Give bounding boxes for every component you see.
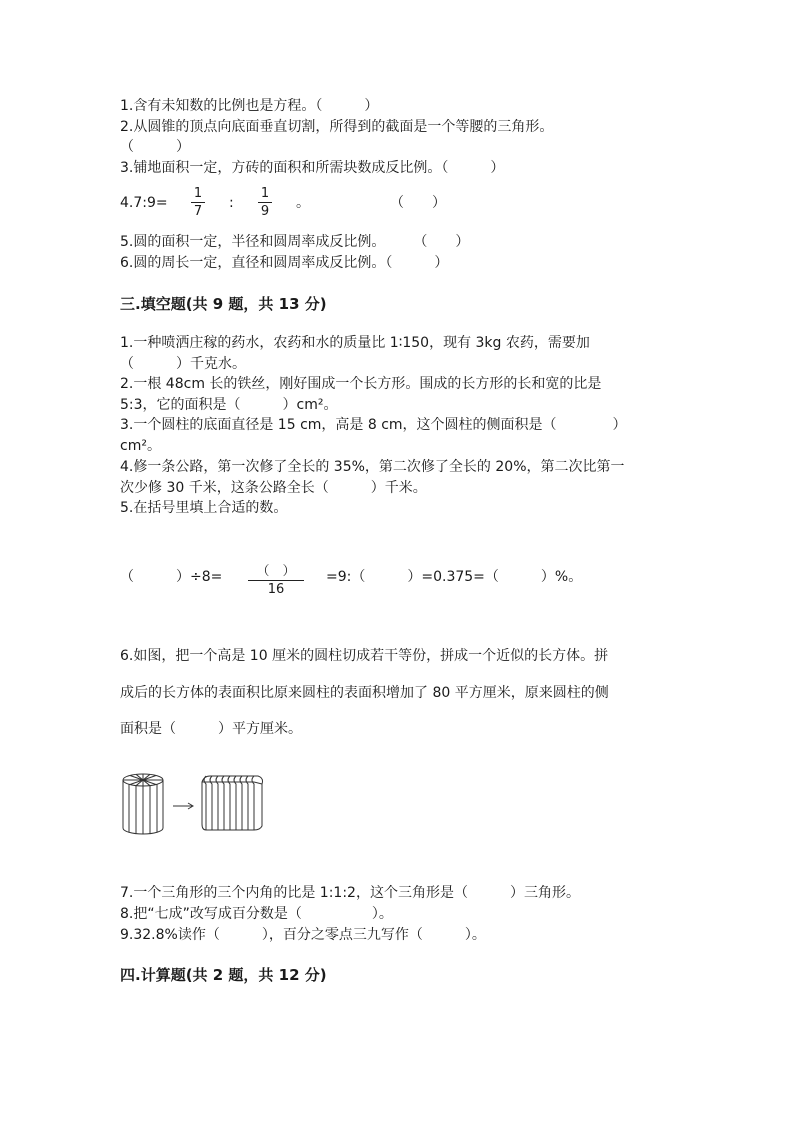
fraction-denominator: 9 xyxy=(260,204,270,219)
judgement-q4-colon: : xyxy=(229,195,234,211)
fill-q6-line2: 成后的长方体的表面积比原来圆柱的表面积增加了 80 平方厘米，原来圆柱的侧 xyxy=(120,685,609,701)
fraction-numerator: 1 xyxy=(260,186,270,201)
judgement-q6: 6.圆的周长一定，直径和圆周率成反比例。（ ） xyxy=(120,255,449,271)
fill-q8: 8.把“七成”改写成百分数是（ ）。 xyxy=(120,906,393,922)
fill-q6-line1: 6.如图，把一个高是 10 厘米的圆柱切成若干等份，拼成一个近似的长方体。拼 xyxy=(120,648,609,664)
fill-q2-line1: 2.一根 48cm 长的铁丝，刚好围成一个长方形。围成的长方形的长和宽的比是 xyxy=(120,376,602,392)
judgement-q4-blank: （ ） xyxy=(390,195,446,211)
fill-q4-line1: 4.修一条公路，第一次修了全长的 35%，第二次修了全长的 20%，第二次比第一 xyxy=(120,459,625,475)
judgement-q2-blank: （ ） xyxy=(120,139,190,155)
judgement-q3: 3.铺地面积一定，方砖的面积和所需块数成反比例。（ ） xyxy=(120,160,505,176)
fill-q5-part2: =9:（ ）=0.375=（ ）%。 xyxy=(326,569,583,585)
fraction-blank-over-16 xyxy=(248,560,304,597)
fill-q6-line3: 面积是（ ）平方厘米。 xyxy=(120,721,302,737)
fraction-denominator: 16 xyxy=(267,582,285,597)
section-heading-fill: 三.填空题(共 9 题，共 13 分) xyxy=(120,295,327,313)
fill-q1-line2: （ ）千克水。 xyxy=(120,356,246,372)
fill-q5-part1: （ ）÷8= xyxy=(120,569,223,585)
judgement-q2: 2.从圆锥的顶点向底面垂直切割，所得到的截面是一个等腰的三角形。 xyxy=(120,119,554,135)
cylinder-to-cuboid-figure xyxy=(118,766,268,840)
fraction-denominator: 7 xyxy=(193,204,203,219)
fill-q5: 5.在括号里填上合适的数。 xyxy=(120,500,288,516)
fraction-one-ninth xyxy=(258,186,272,219)
judgement-q1: 1.含有未知数的比例也是方程。（ ） xyxy=(120,98,379,114)
fraction-numerator: （ ） xyxy=(256,564,296,579)
fill-q2-line2: 5:3，它的面积是（ ）cm²。 xyxy=(120,397,338,413)
fill-q1-line1: 1.一种喷洒庄稼的药水，农药和水的质量比 1∶150，现有 3kg 农药，需要加 xyxy=(120,335,590,351)
fill-q4-line2: 次少修 30 千米，这条公路全长（ ）千米。 xyxy=(120,480,427,496)
judgement-q4-end: 。 xyxy=(296,195,310,211)
section-heading-calc: 四.计算题(共 2 题，共 12 分) xyxy=(120,966,327,984)
judgement-q4-prefix: 4.7:9= xyxy=(120,195,168,211)
fraction-numerator: 1 xyxy=(193,186,203,201)
fraction-one-seventh xyxy=(191,186,205,219)
fill-q3-line1: 3.一个圆柱的底面直径是 15 cm，高是 8 cm，这个圆柱的侧面积是（ ） xyxy=(120,417,627,433)
fill-q3-line2: cm²。 xyxy=(120,438,161,454)
fill-q9: 9.32.8%读作（ ），百分之零点三九写作（ ）。 xyxy=(120,927,486,943)
fill-q7: 7.一个三角形的三个内角的比是 1:1:2，这个三角形是（ ）三角形。 xyxy=(120,885,580,901)
judgement-q5: 5.圆的面积一定，半径和圆周率成反比例。 （ ） xyxy=(120,234,470,250)
